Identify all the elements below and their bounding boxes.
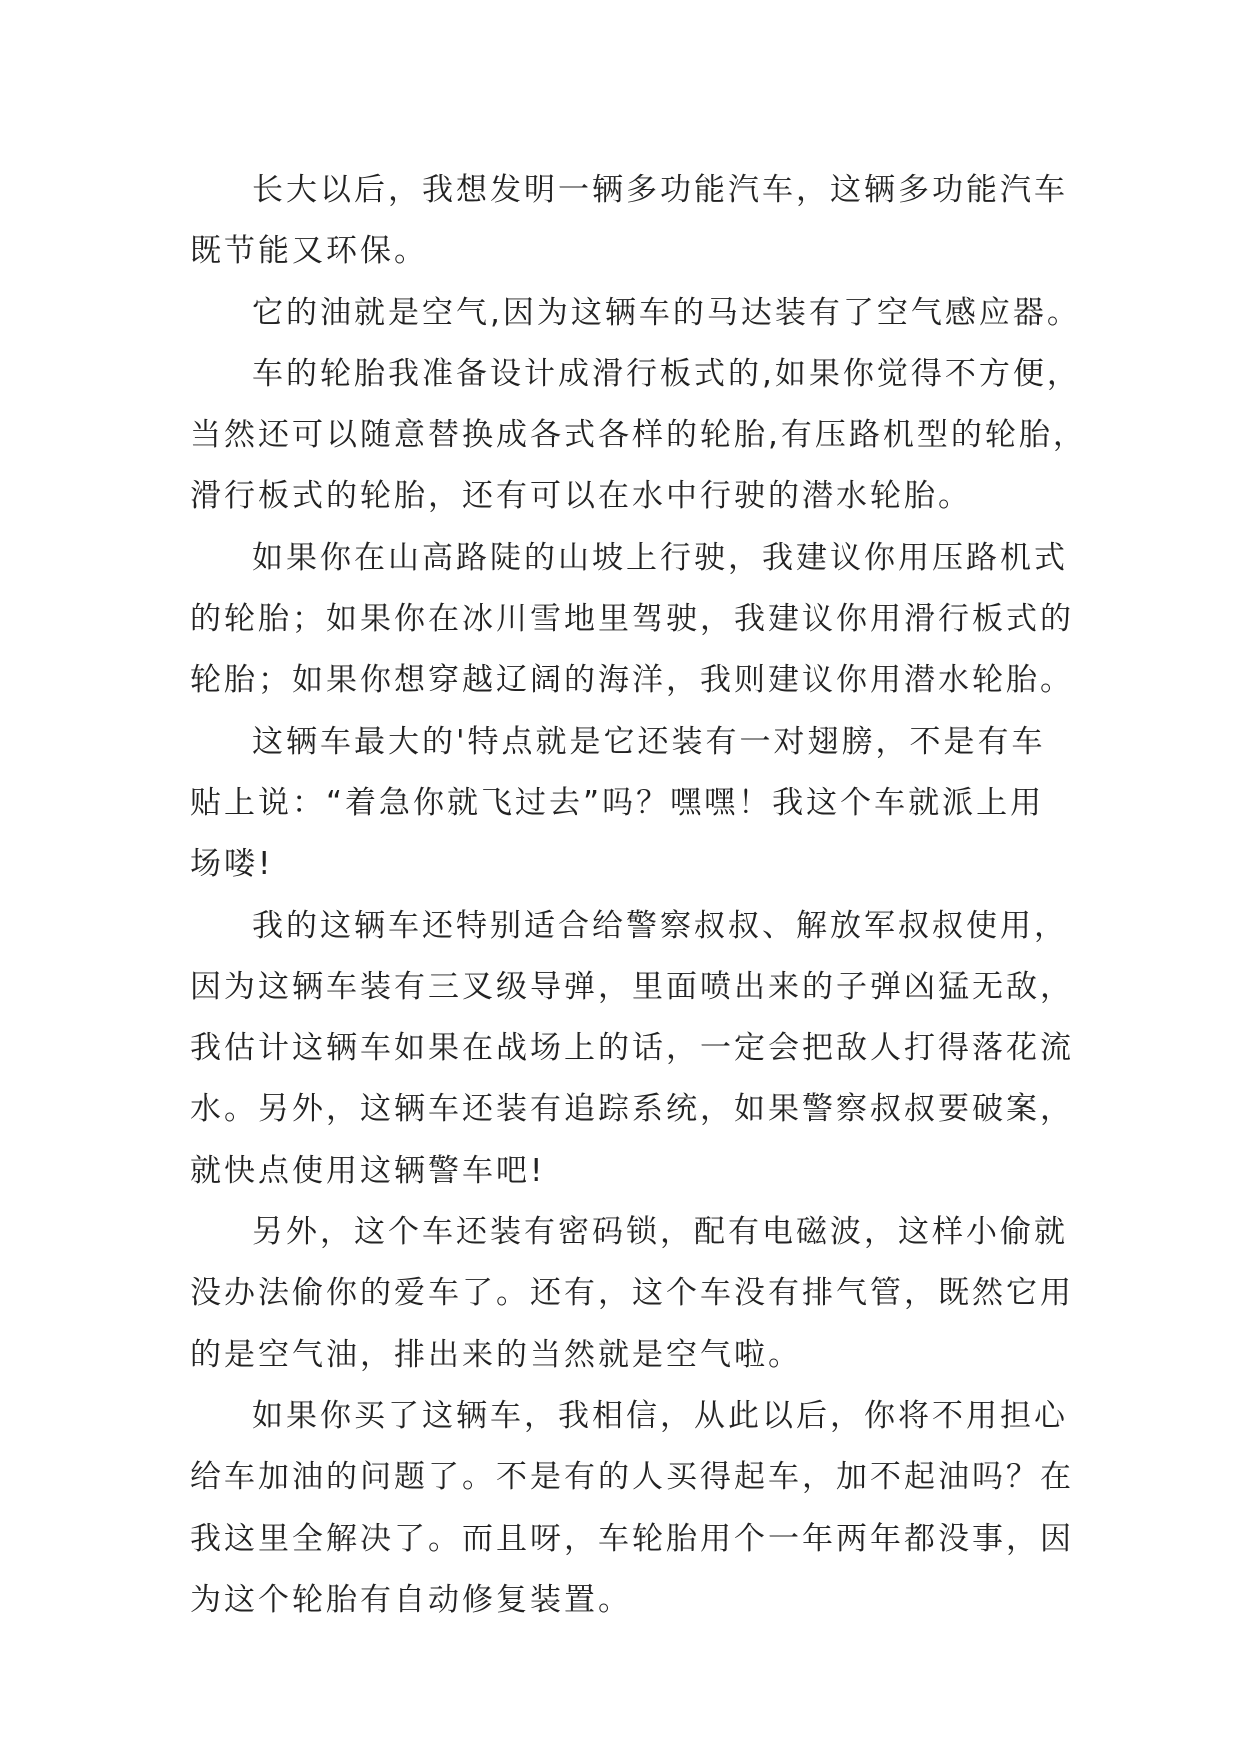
text-line: 场喽! (190, 846, 274, 883)
text-line: 滑行板式的轮胎，还有可以在水中行驶的潜水轮胎。 (190, 478, 972, 515)
text-line: 水。另外，这辆车还装有追踪系统，如果警察叔叔要破案， (190, 1091, 1074, 1128)
paragraph (190, 712, 1090, 896)
essay-body (190, 160, 1090, 1631)
text-line: 没办法偷你的爱车了。还有，这个车没有排气管，既然它用 (190, 1275, 1074, 1312)
text-line: 如果你买了这辆车，我相信，从此以后，你将不用担心 (252, 1397, 1068, 1434)
text-line: 另外，这个车还装有密码锁，配有电磁波，这样小偷就 (252, 1214, 1068, 1251)
text-line: 长大以后，我想发明一辆多功能汽车，这辆多功能汽车 (252, 172, 1068, 208)
text-line: 这辆车最大的'特点就是它还装有一对翅膀，不是有车 (252, 723, 1046, 760)
text-line: 它的油就是空气,因为这辆车的马达装有了空气感应器。 (252, 294, 1081, 331)
paragraph (190, 160, 1090, 283)
text-line: 因为这辆车装有三叉级导弹，里面喷出来的子弹凶猛无敌， (190, 968, 1074, 1005)
text-line: 给车加油的问题了。不是有的人买得起车，加不起油吗？在 (190, 1459, 1074, 1496)
text-line: 轮胎；如果你想穿越辽阔的海洋，我则建议你用潜水轮胎。 (190, 662, 1074, 699)
paragraph (190, 896, 1090, 1202)
text-line: 如果你在山高路陡的山坡上行驶，我建议你用压路机式 (252, 539, 1068, 576)
paragraph (190, 1386, 1090, 1631)
text-line: 我的这辆车还特别适合给警察叔叔、解放军叔叔使用， (252, 907, 1068, 944)
text-line: 的轮胎；如果你在冰川雪地里驾驶，我建议你用滑行板式的 (190, 601, 1074, 638)
text-line: 我估计这辆车如果在战场上的话，一定会把敌人打得落花流 (190, 1030, 1074, 1067)
text-line: 当然还可以随意替换成各式各样的轮胎,有压路机型的轮胎， (190, 417, 1087, 454)
text-line: 我这里全解决了。而且呀，车轮胎用个一年两年都没事，因 (190, 1520, 1074, 1557)
text-line: 贴上说：“着急你就飞过去”吗？嘿嘿！我这个车就派上用 (190, 784, 1045, 821)
paragraph (190, 283, 1090, 344)
text-line: 就快点使用这辆警车吧! (190, 1152, 546, 1189)
paragraph (190, 1202, 1090, 1386)
paragraph (190, 344, 1090, 528)
text-line: 的是空气油，排出来的当然就是空气啦。 (190, 1336, 802, 1373)
text-line: 为这个轮胎有自动修复装置。 (190, 1581, 632, 1618)
text-line: 车的轮胎我准备设计成滑行板式的,如果你觉得不方便， (252, 355, 1081, 392)
text-line: 既节能又环保。 (190, 233, 428, 270)
paragraph (190, 528, 1090, 712)
